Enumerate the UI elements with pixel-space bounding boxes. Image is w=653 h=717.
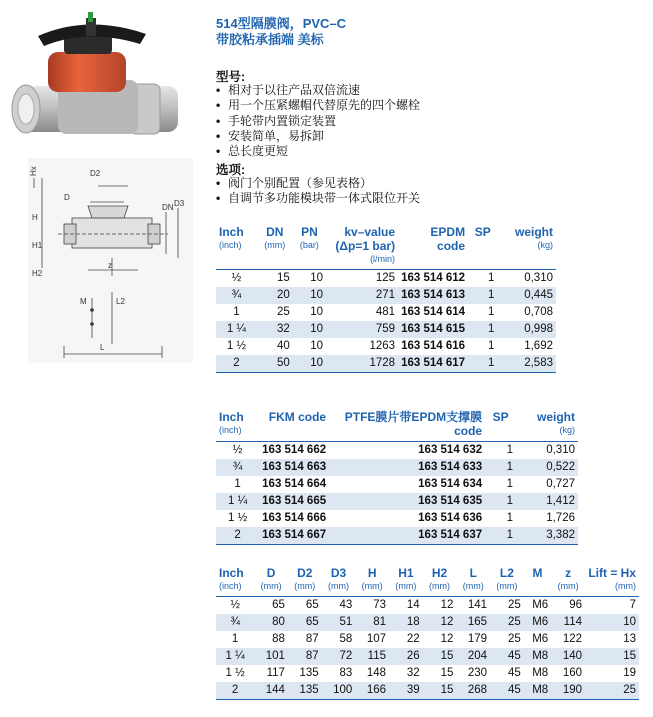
model-heading: 型号:	[216, 70, 246, 84]
table-cell: 1	[506, 478, 514, 490]
table-cell: 190	[551, 682, 585, 700]
table-cell: 87	[305, 633, 319, 645]
table-row	[216, 648, 639, 665]
table-cell: 0,727	[546, 478, 575, 490]
table-cell: 114	[551, 614, 585, 631]
table-cell: 1 ½	[225, 667, 245, 679]
col-l2: L2 (mm)	[496, 566, 518, 591]
table-cell: 163 514 665	[259, 493, 329, 510]
table-cell: 88	[272, 633, 285, 645]
table-cell: 65	[288, 597, 322, 615]
table-cell: 15	[585, 648, 639, 665]
table-cell: ¾	[216, 614, 254, 631]
label-h1: H1	[32, 241, 43, 250]
table-cell: 1	[485, 442, 516, 460]
table-cell: 25	[490, 597, 524, 615]
label-l: L	[100, 343, 105, 352]
table-cell: 163 514 666	[262, 512, 327, 524]
fkm-ptfe-spec-table	[216, 410, 578, 545]
table-cell: 22	[406, 633, 420, 645]
table-cell: 40	[276, 340, 290, 352]
table-cell: 25	[490, 614, 524, 631]
table-cell: 125	[326, 270, 398, 288]
table-row	[216, 665, 639, 682]
table-cell: 45	[490, 648, 524, 665]
table-cell: 0,445	[497, 287, 556, 304]
table-cell: 179	[467, 633, 488, 645]
table-cell: 96	[551, 597, 585, 615]
table-cell: 58	[339, 633, 353, 645]
dimension-drawing	[28, 158, 193, 363]
table-cell: ¾	[216, 287, 257, 304]
table-cell: 135	[299, 667, 319, 679]
table-cell: 122	[562, 633, 582, 645]
list-item: • 自调节多功能模块带一体式限位开关	[216, 191, 420, 206]
label-d: D	[64, 193, 70, 202]
col-sp: SP	[474, 225, 491, 239]
table-cell: 117	[266, 667, 285, 679]
table-row	[216, 614, 639, 631]
table-row	[216, 476, 578, 493]
table-cell: 3,382	[516, 527, 578, 545]
col-inch: Inch (inch)	[219, 566, 244, 591]
list-item: • 阀门个别配置（参见表格）	[216, 176, 420, 191]
table-cell: 1728	[326, 355, 398, 373]
table-cell: 73	[355, 597, 389, 615]
col-h1: H1 (mm)	[395, 566, 417, 591]
table-cell: 15	[257, 270, 293, 288]
list-item: • 手轮带内置锁定装置	[216, 114, 420, 129]
table-cell: 163 514 635	[329, 493, 485, 510]
table-row	[216, 304, 556, 321]
table-header-row	[216, 410, 578, 442]
table-cell: ½	[216, 442, 259, 460]
table-cell: 1 ½	[227, 512, 248, 524]
table-cell: 1263	[369, 340, 396, 352]
options-list	[216, 176, 420, 207]
table-cell: 10	[585, 614, 639, 631]
table-cell: 45	[490, 682, 524, 700]
table-cell: 148	[366, 667, 387, 679]
table-cell: 165	[456, 614, 490, 631]
table-cell: 100	[322, 682, 356, 700]
table-cell: 20	[257, 287, 293, 304]
col-h2: H2 (mm)	[429, 566, 451, 591]
table-cell: 141	[456, 597, 490, 615]
table-cell: 87	[288, 648, 322, 665]
table-cell: 0,998	[497, 321, 556, 338]
col-weight: weight (kg)	[515, 225, 553, 250]
table-cell: 1,726	[546, 512, 575, 524]
table-cell: 1 ¼	[216, 648, 254, 665]
table-cell: 115	[355, 648, 389, 665]
table-cell: 45	[507, 667, 521, 679]
table-cell: M8	[524, 648, 551, 665]
table-cell: 15	[423, 682, 457, 700]
table-row	[216, 338, 556, 355]
table-cell: 10	[293, 321, 326, 338]
table-cell: 140	[551, 648, 585, 665]
table-cell: 1	[485, 459, 516, 476]
table-cell: 18	[389, 614, 423, 631]
list-item: • 总长度更短	[216, 144, 420, 159]
table-cell: 12	[423, 614, 457, 631]
table-row	[216, 270, 556, 288]
table-cell: 12	[440, 633, 454, 645]
table-cell: 65	[288, 614, 322, 631]
table-cell: 1	[233, 306, 240, 318]
table-cell: 163 514 636	[418, 512, 483, 524]
table-cell: 1	[487, 340, 495, 352]
table-cell: 14	[389, 597, 423, 615]
table-cell: 163 514 633	[329, 459, 485, 476]
col-h: H (mm)	[361, 566, 383, 591]
table-row	[216, 510, 578, 527]
table-cell: 163 514 616	[401, 340, 466, 352]
table-cell: 1	[234, 478, 241, 490]
table-row	[216, 682, 639, 700]
dimension-spec-table	[216, 566, 639, 700]
table-cell: ¾	[216, 459, 259, 476]
label-m: M	[80, 297, 87, 306]
model-feature-list	[216, 83, 420, 159]
table-cell: 1,412	[516, 493, 578, 510]
col-m: M	[532, 566, 543, 580]
table-row	[216, 287, 556, 304]
table-cell: 163 514 667	[259, 527, 329, 545]
label-dn: DN	[162, 203, 174, 212]
table-cell: 0,708	[524, 306, 553, 318]
table-cell: 160	[562, 667, 582, 679]
table-cell: M8	[524, 682, 551, 700]
table-row	[216, 631, 639, 648]
table-cell: 0,310	[516, 442, 578, 460]
table-header-row	[216, 225, 556, 270]
table-cell: M8	[532, 667, 549, 679]
table-cell: 1	[231, 633, 239, 645]
label-d2: D2	[90, 169, 101, 178]
table-cell: 10	[310, 340, 324, 352]
table-cell: 50	[257, 355, 293, 373]
table-cell: 1 ¼	[216, 493, 259, 510]
table-cell: 32	[406, 667, 420, 679]
table-cell: 163 514 634	[418, 478, 483, 490]
table-cell: 163 514 613	[398, 287, 468, 304]
table-cell: 51	[322, 614, 356, 631]
title-line-1: 514型隔膜阀，PVC–C	[216, 16, 347, 31]
table-cell: 1	[468, 321, 497, 338]
col-sp: SP	[492, 410, 509, 424]
label-d3: D3	[174, 199, 185, 208]
table-cell: 81	[355, 614, 389, 631]
table-cell: 135	[288, 682, 322, 700]
options-heading: 选项:	[216, 163, 246, 177]
table-cell: 163 514 614	[401, 306, 466, 318]
table-cell: 32	[257, 321, 293, 338]
col-dn: DN (mm)	[264, 225, 286, 250]
table-cell: 10	[293, 270, 326, 288]
table-row	[216, 459, 578, 476]
table-cell: M6	[532, 633, 549, 645]
table-cell: 1	[468, 270, 497, 288]
table-cell: 15	[440, 667, 454, 679]
table-cell: 2,583	[497, 355, 556, 373]
table-cell: 15	[423, 648, 457, 665]
table-cell: 10	[293, 355, 326, 373]
table-cell: 13	[623, 633, 636, 645]
table-cell: 12	[423, 597, 457, 615]
table-cell: 65	[254, 597, 288, 615]
table-cell: 107	[366, 633, 387, 645]
product-title	[216, 16, 346, 48]
table-cell: 268	[456, 682, 490, 700]
title-line-2: 带胶粘承插端 美标	[216, 32, 324, 47]
col-lift-hx: Lift = Hx (mm)	[588, 566, 636, 591]
col-inch: Inch (inch)	[219, 225, 244, 250]
table-cell: 43	[322, 597, 356, 615]
table-cell: M6	[524, 597, 551, 615]
col-d: D (mm)	[260, 566, 282, 591]
label-hx: Hx	[29, 166, 38, 176]
col-z: z (mm)	[557, 566, 579, 591]
table-cell: 19	[623, 667, 636, 679]
col-d3: D3 (mm)	[327, 566, 349, 591]
table-cell: 1	[468, 287, 497, 304]
table-cell: 39	[389, 682, 423, 700]
table-cell: ½	[216, 597, 254, 615]
table-row	[216, 321, 556, 338]
table-cell: 163 514 615	[398, 321, 468, 338]
table-cell: 1 ½	[226, 340, 246, 352]
table-cell: 1	[506, 512, 514, 524]
epdm-spec-table	[216, 225, 556, 373]
table-cell: 481	[375, 306, 396, 318]
table-cell: 166	[355, 682, 389, 700]
table-row	[216, 355, 556, 373]
table-cell: 72	[322, 648, 356, 665]
table-row	[216, 442, 578, 460]
table-cell: 144	[254, 682, 288, 700]
table-cell: 1	[468, 355, 497, 373]
table-cell: 25	[585, 682, 639, 700]
table-cell: 163 514 637	[329, 527, 485, 545]
col-kv: kv–value (Δp=1 bar) (l/min)	[335, 225, 396, 264]
table-cell: 1,692	[524, 340, 553, 352]
col-pn: PN (bar)	[299, 225, 319, 250]
table-cell: M6	[524, 614, 551, 631]
table-cell: 10	[310, 306, 324, 318]
col-l: L (mm)	[462, 566, 484, 591]
table-row	[216, 493, 578, 510]
table-cell: 1	[485, 527, 516, 545]
table-cell: 163 514 663	[259, 459, 329, 476]
list-item: • 用一个压紧螺帽代替原先的四个螺栓	[216, 98, 420, 113]
table-cell: 2	[216, 527, 259, 545]
table-cell: ½	[216, 270, 257, 288]
table-cell: 101	[254, 648, 288, 665]
table-cell: 10	[293, 287, 326, 304]
label-l2: L2	[116, 297, 125, 306]
col-weight: weight (kg)	[537, 410, 575, 435]
table-cell: 1	[487, 306, 495, 318]
table-cell: 163 514 664	[262, 478, 327, 490]
table-cell: 25	[276, 306, 290, 318]
table-cell: 230	[467, 667, 488, 679]
table-cell: 204	[456, 648, 490, 665]
table-cell: 271	[326, 287, 398, 304]
table-cell: 759	[326, 321, 398, 338]
label-h: H	[32, 213, 38, 222]
table-cell: 2	[216, 682, 254, 700]
table-row	[216, 527, 578, 545]
list-item: • 安装简单，易拆卸	[216, 129, 420, 144]
table-cell: 7	[585, 597, 639, 615]
table-cell: 163 514 617	[398, 355, 468, 373]
label-h2: H2	[32, 269, 43, 278]
table-cell: 163 514 612	[398, 270, 468, 288]
table-cell: 1	[485, 493, 516, 510]
table-cell: 80	[254, 614, 288, 631]
table-cell: 163 514 662	[259, 442, 329, 460]
col-fkm-code: FKM code	[268, 410, 327, 424]
table-cell: 1 ¼	[216, 321, 257, 338]
col-epdm-code: EPDM code	[430, 225, 466, 253]
table-cell: 0,522	[516, 459, 578, 476]
col-d2: D2 (mm)	[294, 566, 316, 591]
list-item: • 相对于以往产品双倍流速	[216, 83, 420, 98]
table-cell: 2	[216, 355, 257, 373]
col-inch: Inch (inch)	[219, 410, 244, 435]
table-cell: 83	[339, 667, 353, 679]
valve-product-photo	[0, 0, 200, 160]
table-cell: 0,310	[497, 270, 556, 288]
label-z: z	[108, 261, 112, 270]
table-cell: 26	[389, 648, 423, 665]
table-cell: 25	[507, 633, 521, 645]
table-row	[216, 597, 639, 615]
table-header-row	[216, 566, 639, 597]
table-cell: 163 514 632	[329, 442, 485, 460]
col-ptfe-code: PTFE膜片带EPDM支撑膜 code	[344, 410, 483, 438]
